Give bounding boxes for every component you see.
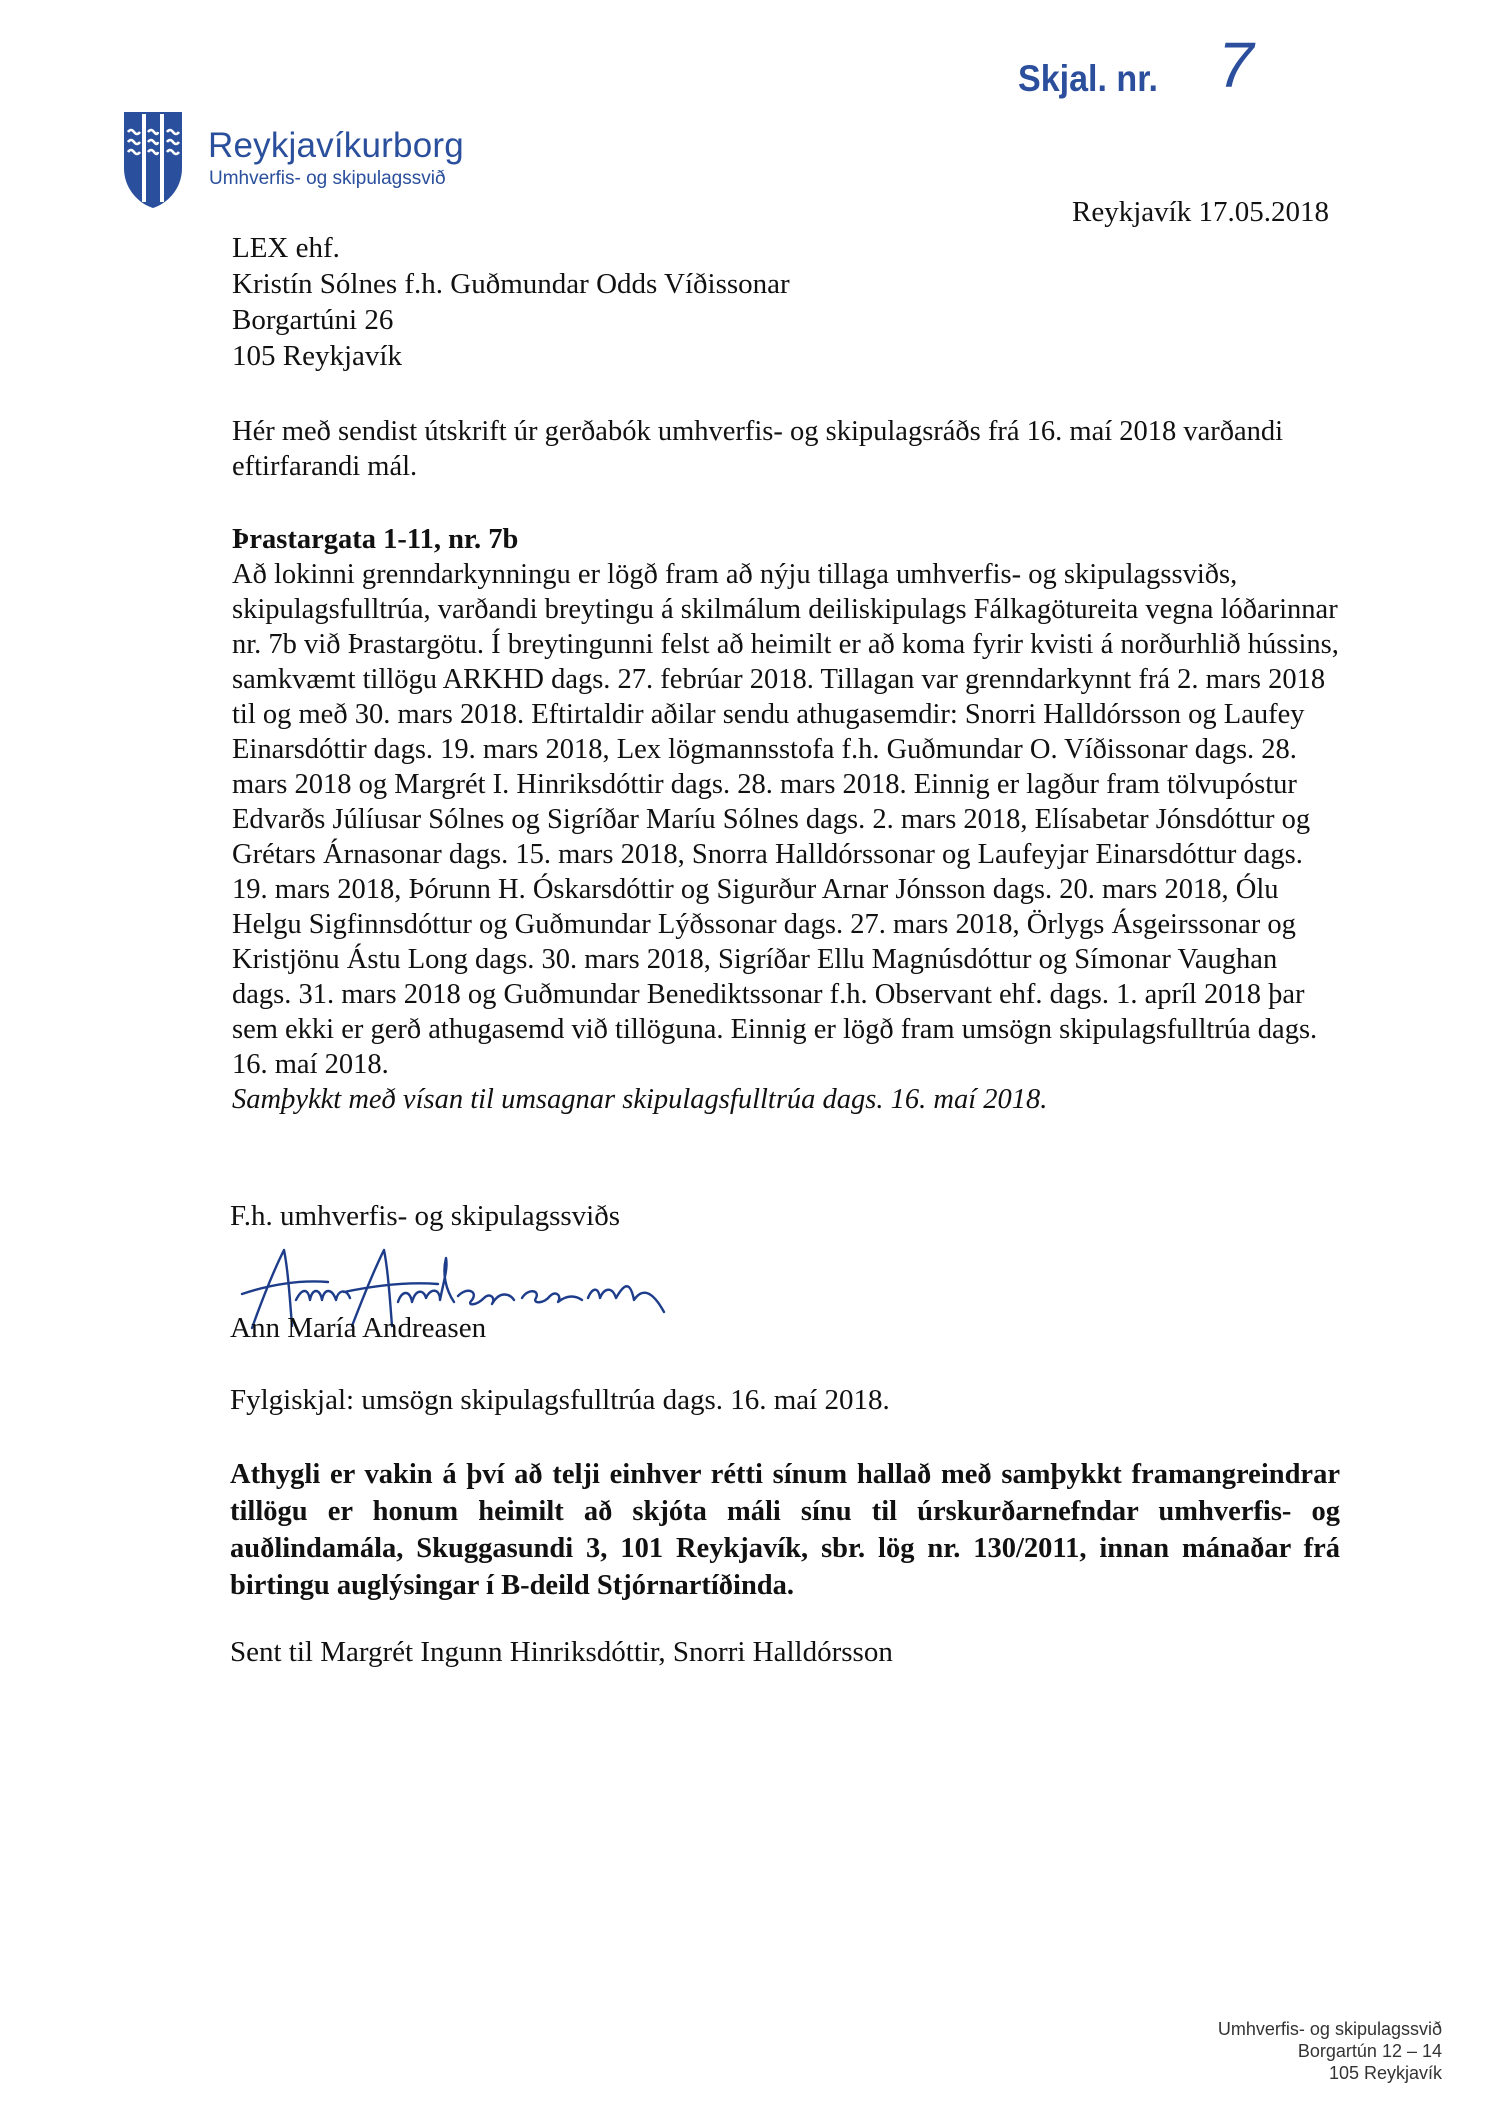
case-section bbox=[232, 522, 1342, 1117]
recipient-address bbox=[232, 230, 790, 374]
sent-to-line: Sent til Margrét Ingunn Hinriksdóttir, Snorri Halldórsson bbox=[230, 1636, 893, 1668]
reykjavik-shield-logo-icon bbox=[122, 110, 184, 210]
signer-name: Ann María Andreasen bbox=[230, 1312, 487, 1344]
case-conclusion: Samþykkt með vísan til umsagnar skipulagsfulltrúa dags. 16. maí 2018. bbox=[232, 1084, 1048, 1115]
recipient-line: 105 Reykjavík bbox=[232, 340, 402, 372]
letter-date: Reykjavík 17.05.2018 bbox=[1072, 196, 1329, 228]
footer-line: Borgartún 12 – 14 bbox=[1297, 2041, 1442, 2061]
footer-address bbox=[1218, 2018, 1442, 2084]
org-name: Reykjavíkurborg bbox=[208, 126, 464, 165]
footer-line: 105 Reykjavík bbox=[1328, 2063, 1442, 2083]
case-body: Að lokinni grenndarkynningu er lögð fram að nýju tillaga umhverfis- og skipulagssviðs, skipulagsfulltrúa, varðandi breytingu á skilmálum deiliskipulags Fálkagötureita vegna lóðarinnar nr. 7b við Þrastargötu. Í breytingunni felst að heimilt er að koma fyrir kvisti á norðurhlið hússins, samkvæmt tillögu ARKHD dags. 27. febrúar 2018. Tillagan var grenndarkynnt frá 2. mars 2018 til og með 30. mars 2018. Eftirtaldir aðilar sendu athugasemdir: Snorri Halldórsson og Laufey Einarsdóttir dags. 19. mars 2018, Lex lögmannsstofa f.h. Guðmundar O. Víðissonar dags. 28. mars 2018 og Margrét I. Hinriksdóttir dags. 28. mars 2018. Einnig er lagður fram tölvupóstur Edvarðs Júlíusar Sólnes og Sigríðar Maríu Sólnes dags. 2. mars 2018, Elísabetar Jónsdóttur og Grétars Árnasonar dags. 15. mars 2018, Snorra Halldórssonar og Laufeyjar Einarsdóttur dags. 19. mars 2018, Þórunn H. Óskarsdóttir og Sigurður Arnar Jónsson dags. 20. mars 2018, Ólu Helgu Sigfinnsdóttur og Guðmundar Lýðssonar dags. 27. mars 2018, Örlygs Ásgeirssonar og Kristjönu Ástu Long dags. 30. mars 2018, Sigríðar Ellu Magnúsdóttur og Símonar Vaughan dags. 31. mars 2018 og Guðmundar Benediktssonar f.h. Observant ehf. dags. 1. apríl 2018 þar sem ekki er gerð athugasemd við tillöguna. Einnig er lögð fram umsögn skipulagsfulltrúa dags. 16. maí 2018. bbox=[232, 559, 1339, 1080]
footer-line: Umhverfis- og skipulagssvið bbox=[1217, 2019, 1442, 2039]
recipient-line: LEX ehf. bbox=[232, 232, 340, 264]
document-number-stamp: Skjal. nr. bbox=[1018, 58, 1159, 99]
department-name: Umhverfis- og skipulagssvið bbox=[209, 168, 446, 189]
recipient-line: Borgartúni 26 bbox=[232, 304, 394, 336]
case-heading: Þrastargata 1-11, nr. 7b bbox=[232, 524, 519, 555]
attachment-line: Fylgiskjal: umsögn skipulagsfulltrúa dags. 16. maí 2018. bbox=[230, 1384, 890, 1416]
on-behalf-line: F.h. umhverfis- og skipulagssviðs bbox=[230, 1200, 620, 1232]
document-number-handwritten: 7 bbox=[1218, 29, 1254, 101]
recipient-line: Kristín Sólnes f.h. Guðmundar Odds Víðissonar bbox=[232, 268, 790, 300]
appeal-notice: Athygli er vakin á því að telji einhver rétti sínum hallað með samþykkt framangreindrar tillögu er honum heimilt að skjóta máli sínu til úrskurðarnefndar umhverfis- og auðlindamála, Skuggasundi 3, 101 Reykjavík, sbr. lög nr. 130/2011, innan mánaðar frá birtingu auglýsingar í B-deild Stjórnartíðinda. bbox=[230, 1459, 1340, 1601]
intro-paragraph: Hér með sendist útskrift úr gerðabók umhverfis- og skipulagsráðs frá 16. maí 2018 varðandi eftirfarandi mál. bbox=[232, 416, 1284, 482]
